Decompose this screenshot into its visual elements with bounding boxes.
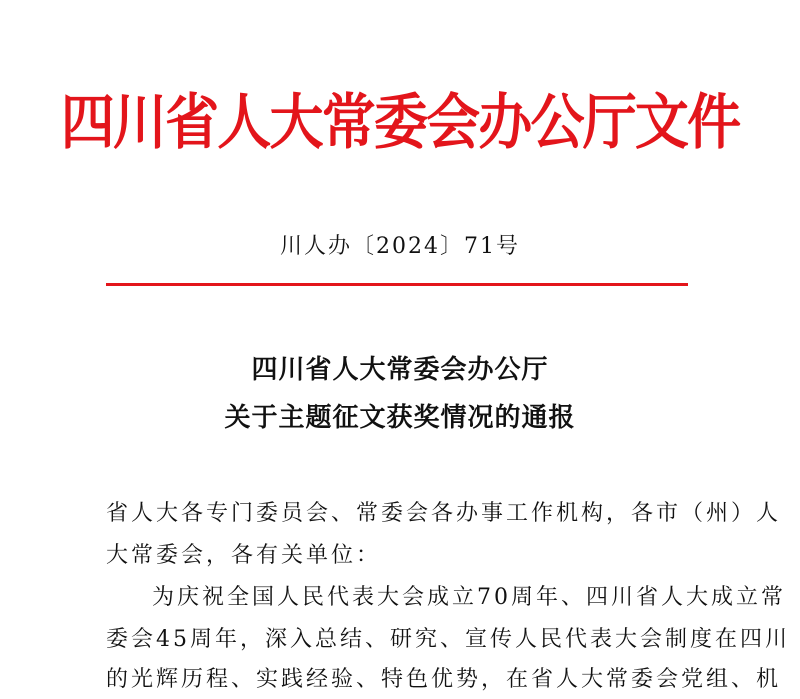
document-number: 川人办〔2024〕71号 (280, 234, 520, 259)
paragraph-line-2: 委会45周年，深入总结、研究、宣传人民代表大会制度在四川 (106, 627, 790, 652)
document-title-line-2: 关于主题征文获奖情况的通报 (224, 403, 576, 433)
paragraph-line-3: 的光辉历程、实践经验、特色优势，在省人大常委会党组、机 (106, 667, 782, 692)
masthead-title: 四川省人大常委会办公厅文件 (60, 88, 740, 158)
addressee-line-2: 大常委会，各有关单位： (106, 543, 382, 568)
document-title-line-1: 四川省人大常委会办公厅 (251, 355, 549, 385)
red-divider-line (106, 283, 688, 286)
paragraph-line-1: 为庆祝全国人民代表大会成立70周年、四川省人大成立常 (152, 585, 786, 610)
addressee-line-1: 省人大各专门委员会、常委会各办事工作机构，各市（州）人 (106, 501, 782, 526)
